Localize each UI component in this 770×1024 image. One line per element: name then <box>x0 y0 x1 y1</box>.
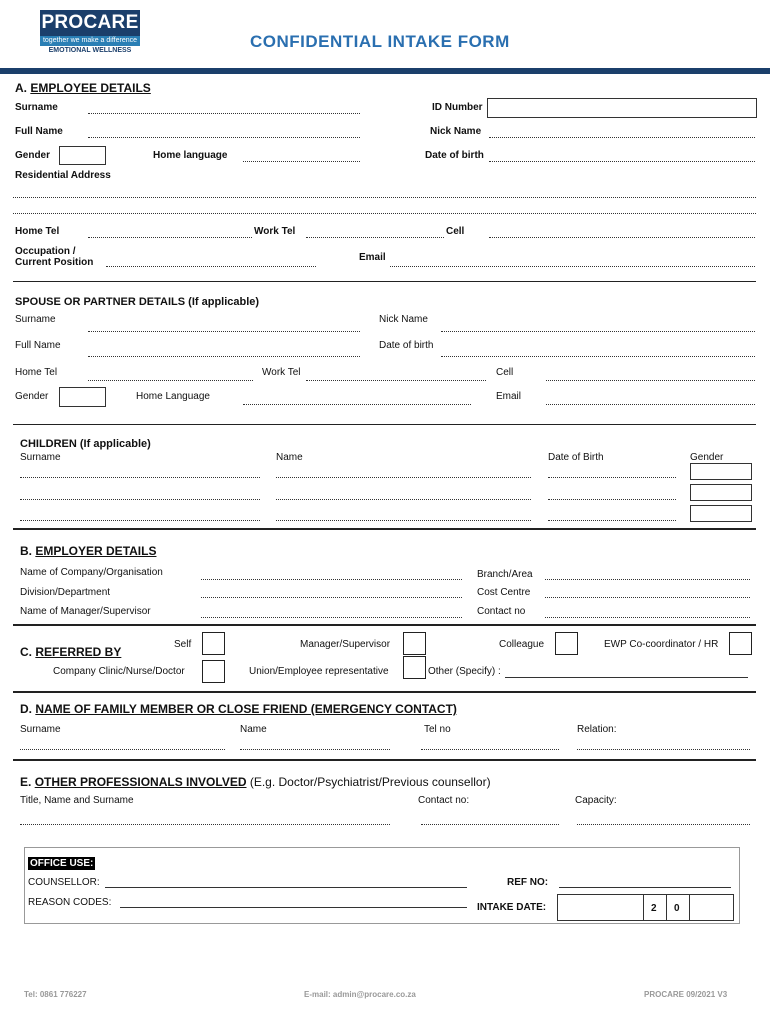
self-checkbox[interactable] <box>202 632 225 655</box>
company-field[interactable] <box>201 579 462 580</box>
section-d-heading: D. NAME OF FAMILY MEMBER OR CLOSE FRIEND (EMERGENCY CONTACT) <box>20 702 457 716</box>
professional-name-field[interactable] <box>20 824 390 825</box>
id-number-label: ID Number <box>432 102 483 113</box>
spouse-dob-field[interactable] <box>441 356 755 357</box>
child-1-surname[interactable] <box>20 477 260 478</box>
spouse-email-label: Email <box>496 391 522 402</box>
divider <box>13 281 756 282</box>
spouse-full-name-label: Full Name <box>15 340 61 351</box>
ref-no-field[interactable] <box>559 887 731 888</box>
home-tel-field[interactable] <box>88 237 252 238</box>
self-label: Self <box>174 639 192 650</box>
division-label: Division/Department <box>20 587 111 598</box>
children-col-gender: Gender <box>690 452 724 463</box>
office-use-tag: OFFICE USE: <box>30 858 94 869</box>
email-field[interactable] <box>390 266 755 267</box>
child-3-name[interactable] <box>276 520 531 521</box>
cost-centre-field[interactable] <box>545 597 750 598</box>
emergency-surname-label: Surname <box>20 724 61 735</box>
logo-tagline: together we make a difference <box>40 36 140 46</box>
home-tel-label: Home Tel <box>15 226 60 237</box>
date-digit: 0 <box>674 903 680 914</box>
spouse-work-tel-label: Work Tel <box>262 367 301 378</box>
emergency-relation-field[interactable] <box>577 749 750 750</box>
section-c-heading: C. REFERRED BY <box>20 645 122 659</box>
divider <box>13 528 756 530</box>
spouse-dob-label: Date of birth <box>379 340 434 351</box>
emergency-name-label: Name <box>240 724 267 735</box>
ewp-checkbox[interactable] <box>729 632 752 655</box>
other-specify-field[interactable] <box>505 677 748 678</box>
current-position-label: Current Position <box>15 257 94 268</box>
spouse-cell-field[interactable] <box>546 380 755 381</box>
intake-date-field[interactable] <box>557 894 734 921</box>
professional-contact-field[interactable] <box>421 824 559 825</box>
child-2-surname[interactable] <box>20 499 260 500</box>
child-3-gender[interactable] <box>690 505 752 522</box>
gender-label: Gender <box>15 150 51 161</box>
nick-name-field[interactable] <box>489 137 755 138</box>
children-col-name: Name <box>276 452 303 463</box>
procare-logo <box>40 10 140 54</box>
intake-date-label: INTAKE DATE: <box>477 902 547 913</box>
work-tel-label: Work Tel <box>254 226 296 237</box>
gender-field[interactable] <box>59 146 106 165</box>
emergency-relation-label: Relation: <box>577 724 617 735</box>
child-1-gender[interactable] <box>690 463 752 480</box>
divider <box>13 691 756 693</box>
child-2-gender[interactable] <box>690 484 752 501</box>
spouse-home-language-field[interactable] <box>243 404 471 405</box>
child-1-dob[interactable] <box>548 477 676 478</box>
child-1-name[interactable] <box>276 477 531 478</box>
emergency-surname-field[interactable] <box>20 749 225 750</box>
professional-capacity-label: Capacity: <box>575 795 617 806</box>
footer-version: PROCARE 09/2021 V3 <box>644 990 728 999</box>
header-bar <box>0 68 770 74</box>
nick-name-label: Nick Name <box>430 126 482 137</box>
emergency-tel-field[interactable] <box>421 749 559 750</box>
other-specify-label: Other (Specify) : <box>428 666 501 677</box>
spouse-heading: SPOUSE OR PARTNER DETAILS (If applicable) <box>15 296 260 308</box>
cell-label: Cell <box>446 226 465 237</box>
branch-field[interactable] <box>545 579 750 580</box>
spouse-surname-label: Surname <box>15 314 56 325</box>
footer-tel: Tel: 0861 776227 <box>24 990 87 999</box>
counsellor-label: COUNSELLOR: <box>28 877 100 888</box>
professional-contact-label: Contact no: <box>418 795 470 806</box>
address-line-1[interactable] <box>13 197 756 198</box>
work-tel-field[interactable] <box>306 237 444 238</box>
colleague-label: Colleague <box>499 639 545 650</box>
colleague-checkbox[interactable] <box>555 632 578 655</box>
contact-no-label: Contact no <box>477 606 526 617</box>
home-language-label: Home language <box>153 150 228 161</box>
clinic-checkbox[interactable] <box>202 660 225 683</box>
clinic-label: Company Clinic/Nurse/Doctor <box>53 666 185 677</box>
spouse-surname-field[interactable] <box>88 331 360 332</box>
divider <box>13 759 756 761</box>
section-a-heading: A. EMPLOYEE DETAILS <box>15 81 151 95</box>
section-b-heading: B. EMPLOYER DETAILS <box>20 544 157 558</box>
professional-name-label: Title, Name and Surname <box>20 795 134 806</box>
emergency-tel-label: Tel no <box>424 724 451 735</box>
ref-no-label: REF NO: <box>507 877 549 888</box>
date-digit: 2 <box>651 903 657 914</box>
spouse-home-tel-label: Home Tel <box>15 367 58 378</box>
union-checkbox[interactable] <box>403 656 426 679</box>
reason-codes-label: REASON CODES: <box>28 897 112 908</box>
branch-label: Branch/Area <box>477 569 533 580</box>
division-field[interactable] <box>201 597 462 598</box>
manager-supervisor-label: Manager/Supervisor <box>300 639 391 650</box>
manager-checkbox[interactable] <box>403 632 426 655</box>
address-line-2[interactable] <box>13 213 756 214</box>
children-heading: CHILDREN (If applicable) <box>20 438 151 450</box>
footer-email: E-mail: admin@procare.co.za <box>304 990 416 999</box>
emergency-name-field[interactable] <box>240 749 390 750</box>
spouse-full-name-field[interactable] <box>88 356 360 357</box>
date-of-birth-field[interactable] <box>489 161 755 162</box>
residential-address-label: Residential Address <box>15 170 111 181</box>
form-title: CONFIDENTIAL INTAKE FORM <box>250 32 510 51</box>
spouse-nick-name-label: Nick Name <box>379 314 428 325</box>
spouse-email-field[interactable] <box>546 404 755 405</box>
section-e-heading: E. OTHER PROFESSIONALS INVOLVED (E.g. Doctor/Psychiatrist/Previous counsellor) <box>20 775 491 789</box>
manager-label: Name of Manager/Supervisor <box>20 606 151 617</box>
divider <box>13 424 756 425</box>
spouse-cell-label: Cell <box>496 367 514 378</box>
reason-codes-field[interactable] <box>120 907 467 908</box>
surname-label: Surname <box>15 102 58 113</box>
company-label: Name of Company/Organisation <box>20 567 163 578</box>
counsellor-field[interactable] <box>105 887 467 888</box>
occupation-label: Occupation / <box>15 246 76 257</box>
contact-no-field[interactable] <box>545 617 750 618</box>
occupation-field[interactable] <box>106 266 316 267</box>
home-language-field[interactable] <box>243 161 360 162</box>
logo-subtitle: EMOTIONAL WELLNESS <box>48 47 132 54</box>
surname-field[interactable] <box>88 113 360 114</box>
date-of-birth-label: Date of birth <box>425 150 484 161</box>
spouse-gender-label: Gender <box>15 391 49 402</box>
manager-field[interactable] <box>201 617 462 618</box>
logo-brand: PROCARE <box>40 10 140 36</box>
divider <box>13 624 756 626</box>
email-label: Email <box>359 252 386 263</box>
spouse-gender-field[interactable] <box>59 387 106 407</box>
cost-centre-label: Cost Centre <box>477 587 531 598</box>
spouse-nick-name-field[interactable] <box>441 331 755 332</box>
union-label: Union/Employee representative <box>249 666 389 677</box>
child-2-dob[interactable] <box>548 499 676 500</box>
child-3-surname[interactable] <box>20 520 260 521</box>
full-name-label: Full Name <box>15 126 63 137</box>
spouse-work-tel-field[interactable] <box>306 380 486 381</box>
full-name-field[interactable] <box>88 137 360 138</box>
children-col-dob: Date of Birth <box>548 452 604 463</box>
cell-field[interactable] <box>489 237 755 238</box>
child-3-dob[interactable] <box>548 520 676 521</box>
spouse-home-language-label: Home Language <box>136 391 210 402</box>
id-number-field[interactable] <box>487 98 757 118</box>
child-2-name[interactable] <box>276 499 531 500</box>
professional-capacity-field[interactable] <box>577 824 750 825</box>
ewp-label: EWP Co-coordinator / HR <box>604 639 719 650</box>
children-col-surname: Surname <box>20 452 61 463</box>
spouse-home-tel-field[interactable] <box>88 380 253 381</box>
